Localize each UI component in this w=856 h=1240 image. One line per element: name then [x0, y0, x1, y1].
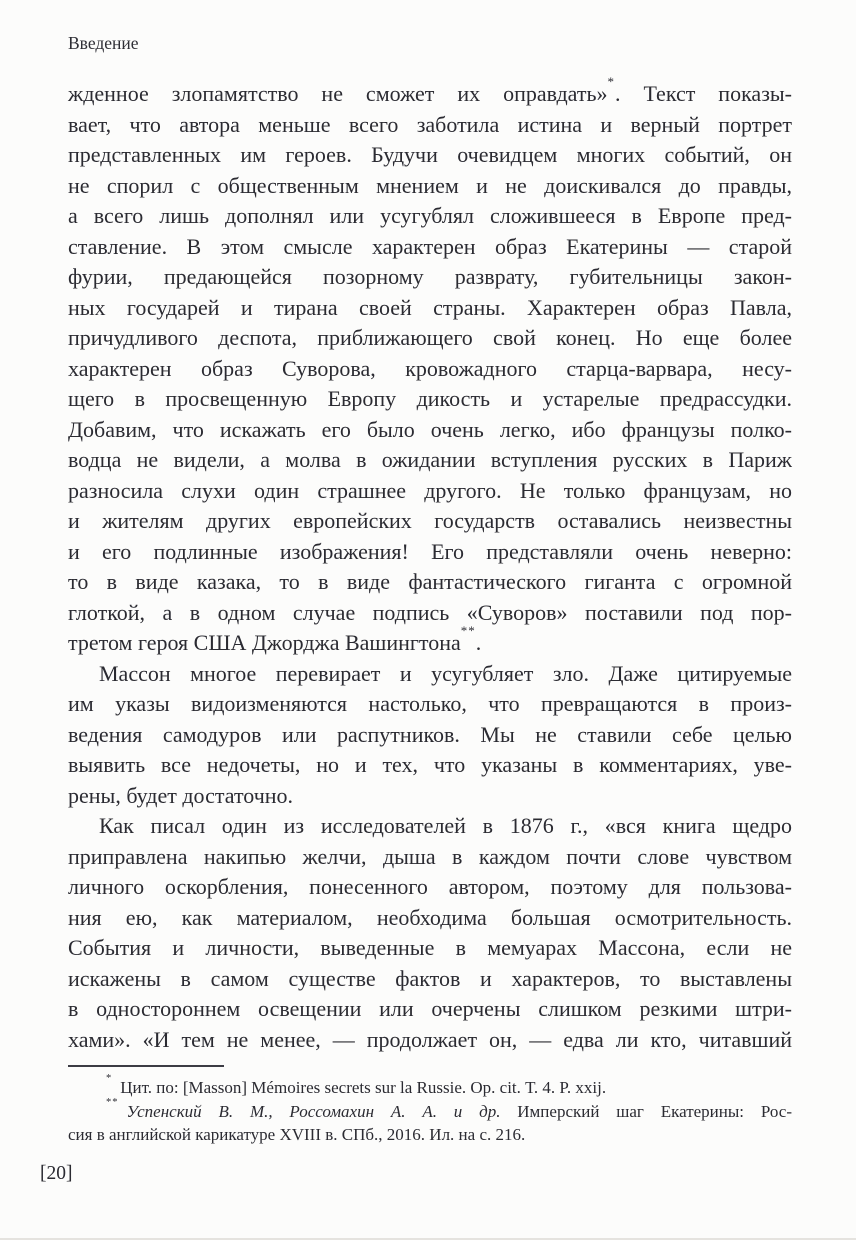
line-text: . [475, 630, 482, 655]
paragraph [68, 811, 792, 1055]
footnotes [68, 1073, 792, 1147]
text-block [68, 73, 792, 1055]
text-line: рены, будет достаточно. [68, 782, 294, 808]
text-line: хами». «И тем не менее, — продолжает он, — едва ли кто, читавший [68, 1026, 792, 1052]
text-line: Массон многое перевирает и усугубляет зло. Даже цитируемые [99, 660, 792, 686]
paragraph [68, 73, 792, 659]
text-line: Как писал один из исследователей в 1876 г., «вся книга щедро [99, 813, 792, 838]
footnote-1 [68, 1073, 792, 1100]
footnote-authors: Успенский В. М., Россомахин А. А. и др. [126, 1101, 501, 1121]
text-line: водца не видели, а молва в ожидании вступления русских в Париж [68, 447, 792, 472]
text-line: приправлена накипью желчи, дыша в каждом почти слове чувством [68, 843, 792, 869]
footnote-text: Имперский шаг Екатерины: Рос- [500, 1101, 792, 1121]
text-line: и его подлинные изображения! Его представляли очень неверно: [68, 538, 792, 564]
footnote-separator-rule [68, 1065, 224, 1067]
footnote-2-line-1 [68, 1096, 792, 1124]
line-text: третом героя США Джорджа Вашингтона [68, 630, 461, 655]
text-line: характерен образ Суворова, кровожадного старца-варвара, несу- [68, 355, 792, 381]
running-head: Введение [68, 33, 139, 53]
text-line: и жителям других европейских государств оставались неизвестны [68, 508, 792, 533]
text-line: События и личности, выведенные в мемуарах Массона, если не [68, 935, 792, 960]
text-line: в одностороннем освещении или очерчены слишком резкими штри- [68, 996, 792, 1021]
text-line: вает, что автора меньше всего заботила истина и верный портрет [68, 111, 792, 137]
text-line [68, 622, 792, 659]
line-text: жденное злопамятство не сможет их оправдать» [68, 81, 608, 106]
text-line: выявить все недочеты, но и тех, что указаны в комментариях, уве- [68, 752, 792, 777]
text-line: фурии, предающейся позорному разврату, губительницы закон- [68, 264, 792, 289]
footnote-ref-2: ** [460, 622, 476, 638]
page-number: [20] [40, 1163, 73, 1184]
text-line: им указы видоизменяются настолько, что превращаются в произ- [68, 691, 792, 716]
text-line: личного оскорбления, понесенного автором, поэтому для пользова- [68, 874, 792, 899]
text-line: а всего лишь дополнял или усугублял сложившееся в Европе пред- [68, 203, 792, 228]
text-line: ставление. В этом смысле характерен образ Екатерины — старой [68, 233, 792, 259]
text-line: Добавим, что искажать его было очень легко, ибо французы полко- [68, 416, 792, 442]
text-line: то в виде казака, то в виде фантастического гиганта с огромной [68, 569, 792, 594]
paragraph [68, 659, 792, 812]
text-line: ния ею, как материалом, необходима большая осмотрительность. [68, 904, 792, 930]
text-line: ных государей и тирана своей страны. Характерен образ Павла, [68, 294, 792, 320]
text-line [68, 73, 792, 110]
text-line: щего в просвещенную Европу дикость и устарелые предрассудки. [68, 386, 792, 411]
text-line: разносила слухи один страшнее другого. Не только французам, но [68, 477, 792, 503]
text-line: причудливого деспота, приближающего свой конец. Но еще более [68, 325, 792, 350]
text-line: не спорил с общественным мнением и не доискивался до правды, [68, 172, 792, 198]
footnote-2-line-2: сия в английской карикатуре XVIII в. СПб., 2016. Ил. на с. 216. [68, 1125, 526, 1144]
text-line: ведения самодуров или распутников. Мы не ставили себе целью [68, 721, 792, 747]
footnote-ref-1: * [607, 73, 615, 89]
text-line: представленных им героев. Будучи очевидцем многих событий, он [68, 142, 792, 167]
footnote-text: Цит. по: [Masson] Mémoires secrets sur la Russie. Op. cit. Т. 4. P. xxij. [120, 1078, 607, 1097]
line-text: . Текст показы- [614, 81, 792, 106]
text-line: глоткой, а в одном случае подпись «Суворов» поставили под пор- [68, 599, 792, 625]
footnote-marker: ** [106, 1096, 119, 1108]
text-line: искажены в самом существе фактов и характеров, то выставлены [68, 965, 792, 991]
footnote-marker: * [106, 1073, 113, 1085]
